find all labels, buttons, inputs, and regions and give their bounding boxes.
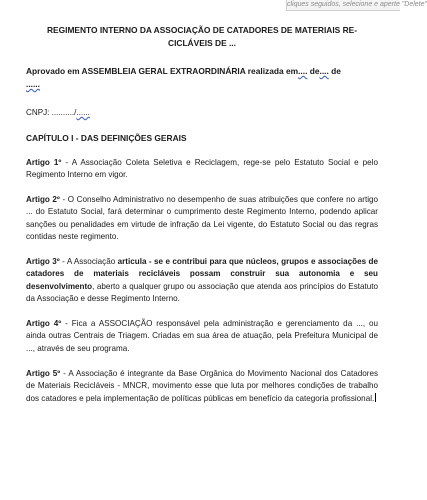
article-2-text: - O Conselho Administrativo no desempenho de suas atribuições que confere no artigo ... do Estatuto Social, fará determinar o cumprimento deste Regimento Interno, podendo aplicar sanções ou penalidades em virtude de infração da Lei vigente, do Estatuto Social ou das regras contidas neste regimento. [26, 194, 378, 242]
help-tooltip: cliques seguidos, selecione e aperte "Delete" [286, 0, 400, 11]
article-3 [26, 256, 378, 306]
year-blank[interactable]: ...... [26, 79, 40, 90]
text-cursor [375, 393, 376, 402]
article-1-label: Artigo 1º [26, 157, 62, 167]
article-3-text-post: , aberto a qualquer grupo ou associação que atenda aos princípios do Estatuto da Associação e desse Regimento Interno. [26, 281, 378, 304]
chapter-heading: CAPÍTULO I - DAS DEFINIÇÕES GERAIS [26, 132, 187, 143]
article-3-label: Artigo 3º [26, 256, 60, 266]
approval-sep-2: de [331, 66, 341, 77]
article-5-label: Artigo 5º [26, 368, 61, 378]
article-4-text: - Fica a ASSOCIAÇÃO responsável pela administração e gerenciamento da ..., ou ainda outras Centrais de Triagem. Criadas em sua área de atuação, pela Prefeitura Municipal de ..., através de seu programa. [26, 318, 378, 353]
approval-prefix: Aprovado em ASSEMBLEIA GERAL EXTRAORDINÁRIA realizada em [26, 66, 299, 77]
document-body[interactable] [26, 24, 378, 405]
day-blank[interactable]: .... [298, 66, 308, 77]
article-2 [26, 194, 378, 244]
approval-sep-1: de [309, 66, 320, 77]
cnpj-label: CNPJ: ........../ [26, 108, 77, 118]
article-3-text-pre: - A Associação [59, 256, 118, 266]
article-4 [26, 318, 378, 356]
cnpj-blank[interactable]: ...... [76, 108, 90, 118]
approval-line [26, 65, 378, 91]
document-title: REGIMENTO INTERNO DA ASSOCIAÇÃO DE CATADORES DE MATERIAIS RE-CICLÁVEIS DE ... [46, 25, 358, 49]
article-5-text: - A Associação é integrante da Base Orgânica do Movimento Nacional dos Catadores de Materiais Recicláveis - MNCR, movimento esse que luta por melhores condições de trabalho dos catadores e pela implementação de políticas públicas em benefício da categoria profissional. [26, 368, 378, 403]
month-blank[interactable]: .... [319, 66, 329, 77]
article-2-label: Artigo 2º [26, 194, 60, 204]
cnpj-line [26, 107, 378, 120]
article-1 [26, 157, 378, 182]
article-3-bold-text: articula - se e contribui para que núcleos, grupos e associações de catadores de materiais recicláveis possam construir sua autonomia e seu desenvolvimento [26, 256, 378, 291]
article-4-label: Artigo 4º [26, 318, 62, 328]
article-5 [26, 368, 378, 406]
article-1-text: - A Associação Coleta Seletiva e Reciclagem, rege-se pelo Estatuto Social e pelo Regimento Interno em vigor. [26, 157, 378, 180]
